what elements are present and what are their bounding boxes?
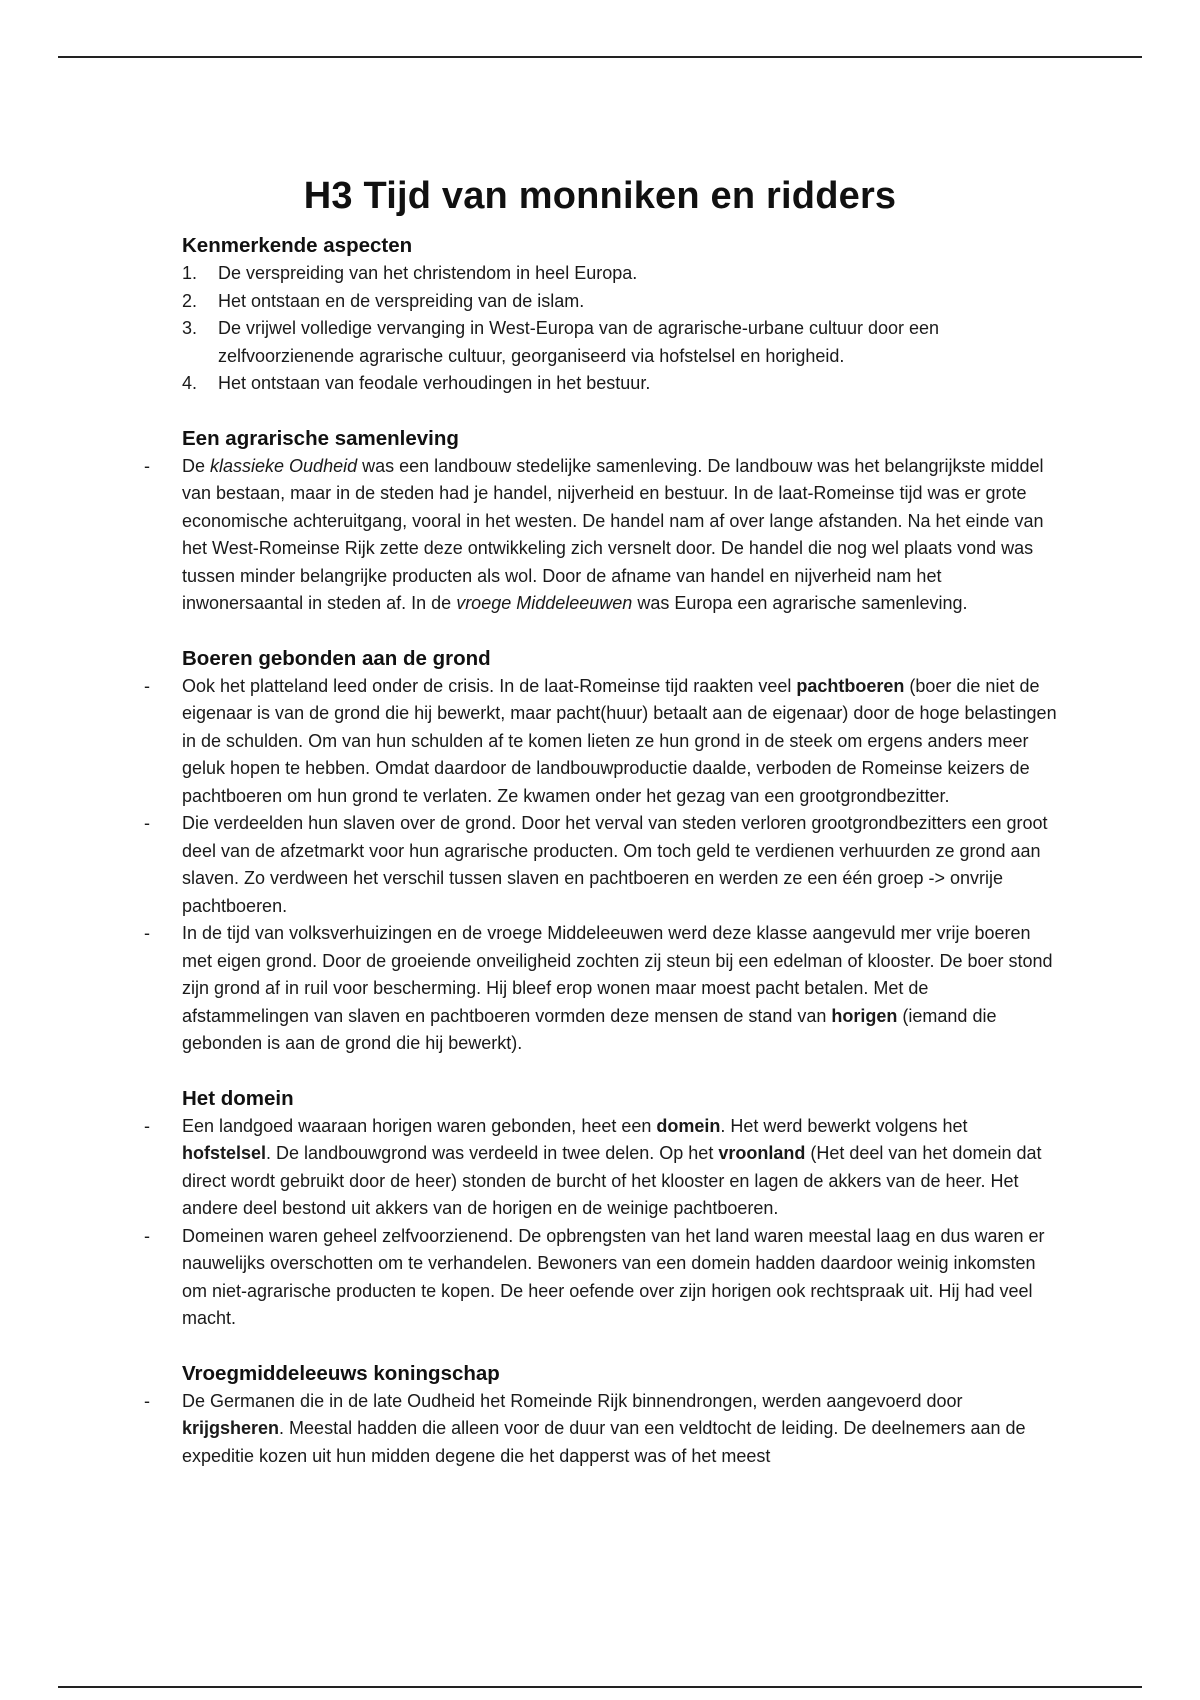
page-title: H3 Tijd van monniken en ridders [303,175,897,218]
list-item: - Die verdeelden hun slaven over de grond. Door het verval van steden verloren grootgrondbezitters een groot deel van de afzetmarkt voor hun agrarische producten. Om toch geld te verdienen verhuurden ze grond aan slaven. Zo verdween het verschil tussen slaven en pachtboeren en werden ze een één groep -> onvrije pachtboeren. [182,810,1057,920]
list-item: - In de tijd van volksverhuizingen en de vroege Middeleeuwen werd deze klasse aangevuld mer vrije boeren met eigen grond. Door de groeiende onveiligheid zochten zij steun bij een edelman of klooster. De boer stond zijn grond af in ruil voor bescherming. Hij bleef erop wonen maar moest pacht betalen. Met de afstammelingen van slaven en pachtboeren vormden deze mensen de stand van horigen (iemand die gebonden is aan de grond die hij bewerkt). [182,920,1057,1058]
section-domein [144,1085,1057,1333]
dash-bullet: - [144,813,150,833]
section-heading: Een agrarische samenleving [182,426,459,450]
list-item: - Een landgoed waaraan horigen waren gebonden, heet een domein. Het werd bewerkt volgens het hofstelsel. De landbouwgrond was verdeeld in twee delen. Op het vroonland (Het deel van het domein dat direct wordt gebruikt door de heer) stonden de burcht of het klooster en lagen de akkers van de heer. Het andere deel bestond uit akkers van de horigen en de weinige pachtboeren. [182,1113,1057,1223]
section-heading: Vroegmiddeleeuws koningschap [182,1361,500,1385]
list-item: - De Germanen die in de late Oudheid het Romeinde Rijk binnendrongen, werden aangevoerd door krijgsheren. Meestal hadden die alleen voor de duur van een veldtocht de leiding. De deelnemers aan de expeditie kozen uit hun midden degene die het dapperst was of het meest [182,1388,1057,1471]
section-boeren [144,645,1057,1058]
list-item: - De klassieke Oudheid was een landbouw stedelijke samenleving. De landbouw was het belangrijkste middel van bestaan, maar in de steden had je handel, nijverheid en bestuur. In de laat-Romeinse tijd was er grote economische achteruitgang, vooral in het westen. De handel nam af over lange afstanden. Na het einde van het West-Romeinse Rijk zette deze ontwikkeling zich versnelt door. De handel die nog wel plaats vond was tussen minder belangrijke producten als wol. Door de afname van handel en nijverheid nam het inwonersaantal in steden af. In de vroege Middeleeuwen was Europa een agrarische samenleving. [182,453,1057,618]
dash-bullet: - [144,675,150,696]
list-item: 1. De verspreiding van het christendom in heel Europa. [182,263,638,283]
section-heading: Kenmerkende aspecten [182,234,413,257]
dash-bullet: - [144,1225,150,1246]
list-item: - Ook het platteland leed onder de crisis. In de laat-Romeinse tijd raakten veel pachtboeren (boer die niet de eigenaar is van de grond die hij bewerkt, maar pacht(huur) betaalt aan de eigenaar) door de hoge belastingen in de schulden. Om van hun schulden af te komen lieten ze hun grond in de steek om ergens anders meer geluk hopen te hebben. Omdat daardoor de landbouwproductie daalde, verboden de Romeinse keizers de pachtboeren om hun grond te verlaten. Ze kwamen onder het gezag van een grootgrondbezitter. [182,673,1057,811]
section-heading: Het domein [182,1086,294,1110]
dash-bullet: - [144,455,150,476]
list-item: 4. Het ontstaan van feodale verhoudingen in het bestuur. [182,373,651,393]
document-body [144,232,1057,1497]
section-agrarische-samenleving [144,425,1057,618]
top-rule [58,56,1142,58]
section-kenmerkende-aspecten [182,232,1057,398]
bottom-rule [58,1686,1142,1688]
bullet-list [144,1388,1057,1471]
list-item: 2. Het ontstaan en de verspreiding van de islam. [182,290,585,311]
dash-bullet: - [144,1115,150,1136]
numbered-list [182,260,1057,398]
list-item: 3. De vrijwel volledige vervanging in West-Europa van de agrarische-urbane cultuur door een zelfvoorzienende agrarische cultuur, georganiseerd via hofstelsel en horigheid. [182,318,940,366]
list-item: - Domeinen waren geheel zelfvoorzienend. De opbrengsten van het land waren meestal laag en dus waren er nauwelijks overschotten om te verhandelen. Bewoners van een domein hadden daardoor weinig inkomsten om niet-agrarische producten te kopen. De heer oefende over zijn horigen ook rechtspraak uit. Hij had veel macht. [182,1223,1057,1333]
section-koningschap [144,1360,1057,1471]
dash-bullet: - [144,1390,150,1411]
bullet-list [144,453,1057,618]
dash-bullet: - [144,923,150,943]
section-heading: Boeren gebonden aan de grond [182,646,491,670]
bullet-list [144,1113,1057,1333]
bullet-list [144,673,1057,1058]
